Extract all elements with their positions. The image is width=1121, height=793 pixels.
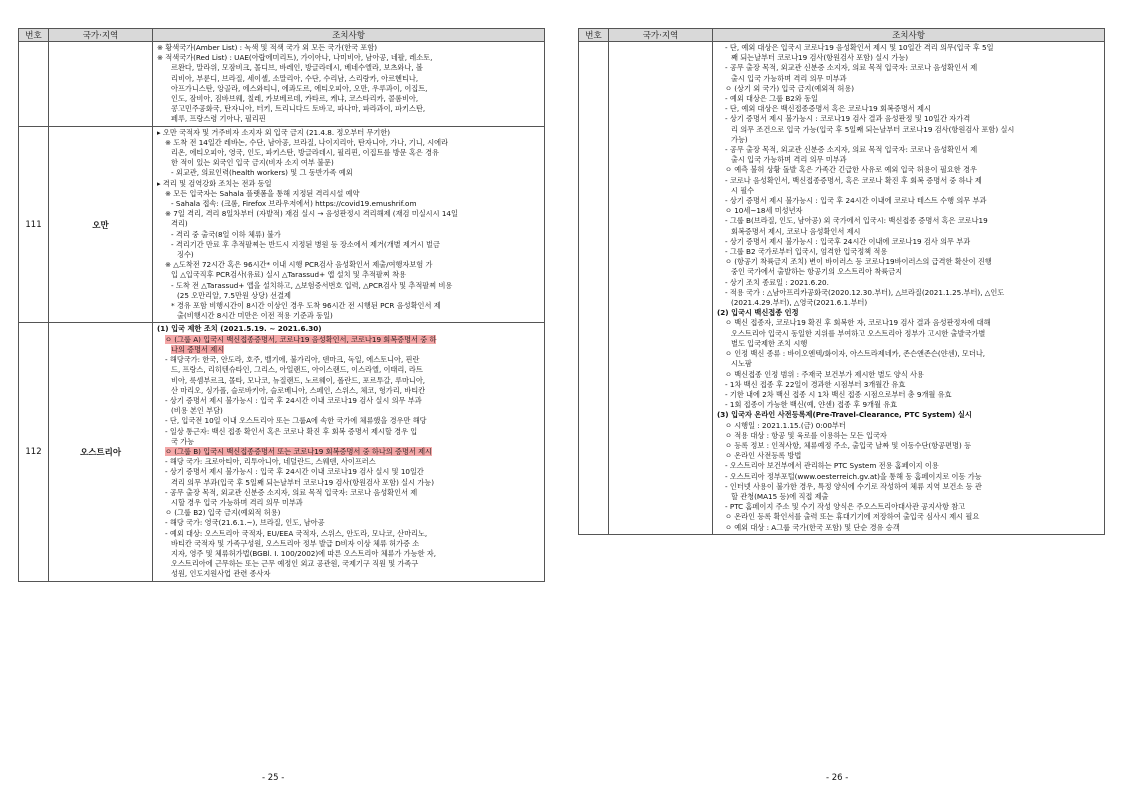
text-line: - 해당국가: 한국, 안도라, 호주, 벨기에, 불가리아, 덴마크, 독일, 에스토니아, 핀란	[165, 355, 420, 365]
text-line: (비용 본인 부담)	[171, 406, 223, 416]
text-line: - 상기 증명서 제시 불가능시 : 입국 후 24시간 이내 코로나19 검사 실시 및 10일간	[165, 467, 424, 477]
text-line: 드, 프랑스, 리히텐슈타인, 그리스, 아일랜드, 아이스랜드, 이스라엘, 이태리, 라트	[171, 365, 423, 375]
text-line: 출시 입국 가능하며 격리 의무 미부과	[731, 155, 847, 165]
text-line: - 오스트리아 정부포털(www.oesterreich.gv.at)을 통해 동 홈페이지로 이동 가능	[725, 471, 982, 481]
text-line: - 예외 대상: 오스트리아 국적자, EU/EEA 국적자, 스위스, 안도라, 모나코, 산마리노,	[165, 528, 428, 538]
right-table	[578, 28, 1105, 535]
text-line: - 단, 입국전 10일 이내 오스트리아 또는 그룹A에 속한 국가에 체류했을 경우만 해당	[165, 416, 427, 426]
text-line: ㅇ 적용 대상 : 항공 및 육로를 이용하는 모든 입국자	[725, 430, 887, 440]
row-country: 오만	[49, 126, 153, 323]
text-line: ㅇ 백신 접종자, 코로나19 확진 후 회복한 자, 코로나19 검사 결과 음성판정자에 대해	[725, 318, 991, 328]
text-line: * 경유 포함 비행시간이 8시간 이상인 경우 도착 96시간 전 시행된 PCR 음성확인서 제	[171, 301, 441, 311]
text-line: - 상기 증명서 제시 불가능시 : 입국후 24시간 이내에 코로나19 검사 의무 부과	[725, 236, 971, 246]
row-country	[609, 42, 713, 535]
header-measure: 조치사항	[153, 29, 545, 42]
right-page	[578, 28, 1105, 535]
text-line: ㅇ (상기 외 국가) 입국 금지(예외적 허용)	[725, 83, 855, 93]
text-line: ㅇ 온라인 사전등록 방법	[725, 451, 802, 461]
text-line: - 단, 예외 대상은 백신접종증명서 혹은 코로나19 회복증명서 제시	[725, 104, 931, 114]
header-num: 번호	[579, 29, 609, 42]
left-page	[18, 28, 545, 582]
text-line: 중인 국가에서 출발하는 항공기의 오스트리아 착륙금지	[731, 267, 903, 277]
text-line: 징수)	[177, 250, 194, 260]
text-line	[157, 447, 541, 457]
text-line: - 격리 중 출국(8일 이하 체류) 불가	[171, 229, 281, 239]
text-line: 인도, 잠비아, 짐바브웨, 칠레, 카보베르데, 카타르, 케냐, 코스타리카, 콜롬비아,	[171, 94, 419, 104]
text-line: - 해당 국가: 크로아티아, 리투아니아, 네덜란드, 스웨덴, 사이프러스	[165, 457, 376, 467]
text-line: ※ 모든 입국자는 Sahala 플랫폼을 통해 지정된 격리시설 예약	[165, 188, 360, 198]
table-header	[19, 29, 545, 42]
text-line: - 그룹 B(브라질, 인도, 남아공) 외 국가에서 입국시: 백신접종 증명서 혹은 코로나19	[725, 216, 988, 226]
header-country: 국가·지역	[49, 29, 153, 42]
text-line: ㅇ (그룹 B2) 입국 금지(예외적 허용)	[165, 508, 281, 518]
text-line: - PTC 홈페이지 주소 및 수기 작성 양식은 주오스트리아대사관 공지사항 참고	[725, 502, 966, 512]
text-line: 르완다, 말라위, 모잠비크, 몰디브, 바레인, 방글라데시, 베네수엘라, 보츠와나, 볼	[171, 63, 423, 73]
text-line: - 공무 출장 목적, 외교관 신분증 소지자, 의료 목적 입국자: 코로나 음성확인서 제	[165, 487, 418, 497]
text-line: ㅇ 온라인 등록 확인서를 출력 또는 휴대기기에 저장하여 출입국 심사시 제시 필요	[725, 512, 980, 522]
text-line: - 코로나 음성확인서, 백신접종증명서, 혹은 코로나 확진 후 회복 증명서 중 하나 제	[725, 175, 982, 185]
table-row	[19, 126, 545, 323]
text-line: - 그룹 B2 국가로부터 입국시, 엄격한 입국정책 적용	[725, 247, 888, 257]
text-line: - 상기 조치 종료일 : 2021.6.20.	[725, 277, 829, 287]
text-line: 아프가니스탄, 앙골라, 에스와티니, 에콰도르, 에티오피아, 오만, 우루과이, 이집트,	[171, 83, 428, 93]
page-number: - 26 -	[826, 773, 849, 783]
text-line: ※ 적색국가(Red List) : UAE(아랍에미리트), 가이아나, 나미비아, 남아공, 네팔, 레소토,	[157, 53, 433, 63]
table-row	[19, 42, 545, 127]
text-line: 콩고민주공화국, 탄자니아, 터키, 트리니다드 토바고, 파나마, 파라과이, 파키스탄,	[171, 104, 426, 114]
table-header	[579, 29, 1105, 42]
text-line: 격리)	[171, 219, 188, 229]
text-line: ※ 7일 격리, 격리 8일차부터 (자발적) 재검 실시 → 음성판정시 격리해제 (재검 미실시시 14일	[165, 209, 458, 219]
highlighted-text: ㅇ (그룹 A) 입국시 백신접종증명서, 코로나19 음성확인서, 코로나19 회복증명서 중 하	[165, 334, 437, 344]
section-heading: (1) 입국 제한 조치 (2021.5.19. ~ 2021.6.30)	[157, 324, 322, 334]
highlighted-text: ㅇ (그룹 B) 입국시 백신접종증명서 또는 코로나19 회복증명서 중 하나의 증명서 제시	[165, 446, 432, 456]
text-line: - 단, 예외 대상은 입국시 코로나19 음성확인서 제시 및 10일간 격리 의무(입국 후 5일	[725, 43, 994, 52]
text-line: 지자, 영주 및 체류허가법(BGBl. I. 100/2002)에 따른 오스트리아 체류가 가능한 자,	[171, 548, 437, 558]
row-num: 112	[19, 323, 49, 581]
text-line: - 공무 출장 목적, 외교관 신분증 소지자, 의료 목적 입국자: 코로나 음성확인서 제	[725, 63, 978, 73]
text-line: - 상기 증명서 제시 불가능시 : 입국 후 24시간 이내에 코로나 테스트 수행 의무 부과	[725, 196, 987, 206]
text-line: 출시 입국 가능하며 격리 의무 미부과	[731, 73, 847, 83]
text-line: - 예외 대상은 그룹 B2와 동일	[725, 94, 818, 104]
table-row	[19, 323, 545, 581]
text-line: 째 되는날부터 코로나19 검사(항원검사 포함) 실시 가능)	[731, 53, 909, 63]
text-line: - 일상 통근자: 백신 접종 확인서 혹은 코로나 확진 후 회복 증명서 제시할 경우 입	[165, 426, 418, 436]
header-country: 국가·지역	[609, 29, 713, 42]
text-line: 할 관청(MA15 등)에 직접 제출	[731, 491, 829, 501]
text-line: - 공무 출장 목적, 외교관 신분증 소지자, 의료 목적 입국자: 코로나 음성확인서 제	[725, 145, 978, 155]
section-heading: (2) 입국시 백신접종 인정	[717, 308, 799, 318]
text-line: ㅇ 등록 정보 : 인적사항, 체류예정 주소, 출입국 날짜 및 이동수단(항공편명) 등	[725, 440, 972, 450]
text-line: - 기한 내에 2차 백신 접종 시 1차 백신 접종 시점으로부터 총 9개월 유효	[725, 389, 952, 399]
text-line: 출(비행시간 8시간 미만은 이전 적용 기준과 동일)	[177, 311, 333, 321]
text-line: 페루, 프랑스령 기아나, 필리핀	[171, 114, 266, 124]
text-line: 리 의무 조건으로 입국 가능(입국 후 5일째 되는날부터 코로나19 검사(항원검사 포함) 실시	[731, 124, 1015, 134]
row-content	[153, 126, 545, 323]
text-line: 입 △입국직후 PCR검사(유료) 실시 △Tarassud+ 앱 설치 및 추적팔찌 착용	[171, 270, 406, 280]
text-line: - 1회 접종이 가능한 백신(예, 얀센) 접종 후 9개월 유효	[725, 400, 898, 410]
text-line: 가능)	[731, 134, 748, 144]
text-line: - 오스트리아 보건부에서 관리하는 PTC System 전용 홈페이지 이용	[725, 461, 939, 471]
text-line: - 외교관, 의료인력(health workers) 및 그 동반가족 예외	[171, 168, 353, 178]
text-line	[157, 335, 541, 345]
text-line: ※ 황색국가(Amber List) : 녹색 및 적색 국가 외 모든 국가(한국 포함)	[157, 43, 378, 52]
text-line: - 인터넷 사용이 불가한 경우, 특정 양식에 수기로 작성하여 체류 지역 보건소 등 관	[725, 481, 982, 491]
text-line: ▸ 격리 및 검역강화 조치는 전과 동일	[157, 178, 272, 188]
row-country: 오스트리아	[49, 323, 153, 581]
left-table	[18, 28, 545, 582]
text-line: ㅇ 10세~18세 미성년자	[725, 206, 803, 216]
highlighted-text: 나의 증명서 제시	[171, 344, 225, 354]
text-line: - 적용 국가 : △남아프리카공화국(2020.12.30.부터), △브라질(2021.1.25.부터), △인도	[725, 287, 1005, 297]
text-line: ※ △도착전 72시간 혹은 96시간* 이내 시행 PCR검사 음성확인서 제출/여행자보험 가	[165, 260, 433, 270]
text-line: ▸ 오만 국적자 및 거주비자 소지자 외 입국 금지 (21.4.8. 정오부터 무기한)	[157, 127, 391, 137]
row-num	[19, 42, 49, 127]
text-line: 한 적이 있는 외국인 입국 금지(비자 소지 여부 불문)	[171, 158, 334, 168]
text-line: - Sahala 접속: (크롬, Firefox 브라우저에서) https://covid19.emushrif.om	[171, 199, 417, 209]
row-num	[579, 42, 609, 535]
text-line: 오스트리아에 근무하는 또는 근무 예정인 외교 공관원, 국제기구 직원 및 가족구	[171, 559, 419, 569]
text-line: ㅇ 예외 대상 : A그룹 국가(한국 포함) 및 단순 경유 승객	[725, 522, 900, 532]
text-line: - 격리기간 만료 후 추적팔찌는 반드시 지정된 병원 등 장소에서 제거(개별 제거시 벌금	[171, 239, 440, 249]
text-line: ㅇ 예측 불허 상황 돌발 혹은 가족간 긴급한 사유로 예외 입국 허용이 필요한 경우	[725, 165, 977, 175]
text-line: 바티칸 국적자 및 가족구성원, 오스트리아 정부 발급 D비자 이상 체류 허가증 소	[171, 538, 420, 548]
table-row	[579, 42, 1105, 535]
row-content	[153, 323, 545, 581]
row-content	[713, 42, 1105, 535]
text-line: 비아, 룩셈부르크, 몰타, 모나코, 뉴질랜드, 노르웨이, 폴란드, 포르투갈, 루마니아,	[171, 375, 426, 385]
row-num: 111	[19, 126, 49, 323]
text-line: 회복증명서 제시, 코로나 음성확인서 제시	[731, 226, 861, 236]
section-heading: (3) 입국자 온라인 사전등록제(Pre-Travel-Clearance, PTC System) 실시	[717, 410, 972, 420]
text-line: 격리 의무 부과(입국 후 5일째 되는날부터 코로나19 검사(항원검사 포함) 실시 가능)	[171, 477, 435, 487]
text-line: ㅇ 인정 백신 종류 : 바이오엔텍/화이자, 아스트라제네카, 존슨앤존슨(얀센), 모더나,	[725, 349, 986, 359]
text-line: 리비아, 부룬디, 브라질, 세이셸, 소말리아, 수단, 수리남, 스리랑카, 아르헨티나,	[171, 73, 419, 83]
text-line: 리온, 에티오피아, 영국, 인도, 파키스탄, 방글라데시, 필리핀, 이집트를 방문 혹은 경유	[171, 148, 439, 158]
row-country	[49, 42, 153, 127]
text-line: - 1차 백신 접종 후 22일이 경과한 시점부터 3개월간 유효	[725, 379, 906, 389]
row-content	[153, 42, 545, 127]
text-line: - 상기 증명서 제시 불가능시 : 코로나19 검사 결과 음성판정 및 10일간 자가격	[725, 114, 971, 124]
text-line: 오스트리아 입국시 동일한 지위를 부여하고 오스트리아 정부가 고시한 출발국가별	[731, 328, 986, 338]
page-number: - 25 -	[262, 773, 285, 783]
text-line: (25 오만리알, 7.5만원 상당) 선결제	[177, 290, 291, 300]
header-measure: 조치사항	[713, 29, 1105, 42]
header-num: 번호	[19, 29, 49, 42]
text-line: 시 필수	[731, 185, 755, 195]
text-line: - 해당 국가: 영국(21.6.1.~), 브라질, 인도, 남아공	[165, 518, 325, 528]
text-line: 성원, 인도지원사업 관련 종사자	[171, 569, 271, 579]
text-line: ㅇ (항공기 착륙금지 조치) 변이 바이러스 등 코로나19바이러스의 급격한 확산이 진행	[725, 257, 992, 267]
text-line: ㅇ 시행일 : 2021.1.15.(금) 0:00부터	[725, 420, 846, 430]
text-line: - 도착 전 △Tarassud+ 앱을 설치하고, △보험증서번호 입력, △PCR검사 및 추적팔찌 비용	[171, 280, 453, 290]
text-line: 국 가능	[171, 436, 195, 446]
text-line: 별도 입국제한 조치 시행	[731, 338, 808, 348]
text-line: - 상기 증명서 제시 불가능시 : 입국 후 24시간 이내 코로나19 검사 실시 의무 부과	[165, 395, 422, 405]
text-line	[157, 345, 541, 355]
text-line: ㅇ 백신접종 인정 범위 : 주재국 보건부가 제시한 별도 양식 사용	[725, 369, 924, 379]
text-line: (2021.4.29.부터), △영국(2021.6.1.부터)	[731, 298, 868, 308]
text-line: 시할 경우 입국 가능하며 격리 의무 미부과	[171, 497, 303, 507]
text-line: 산 마리오, 싱가폴, 슬로바키아, 슬로베니아, 스페인, 스위스, 체코, 헝가리, 바티칸	[171, 385, 426, 395]
text-line: 시노팜	[731, 359, 752, 369]
text-line: ※ 도착 전 14일간 레바논, 수단, 남아공, 브라질, 나이지리아, 탄자니아, 가나, 기니, 시에라	[165, 137, 449, 147]
